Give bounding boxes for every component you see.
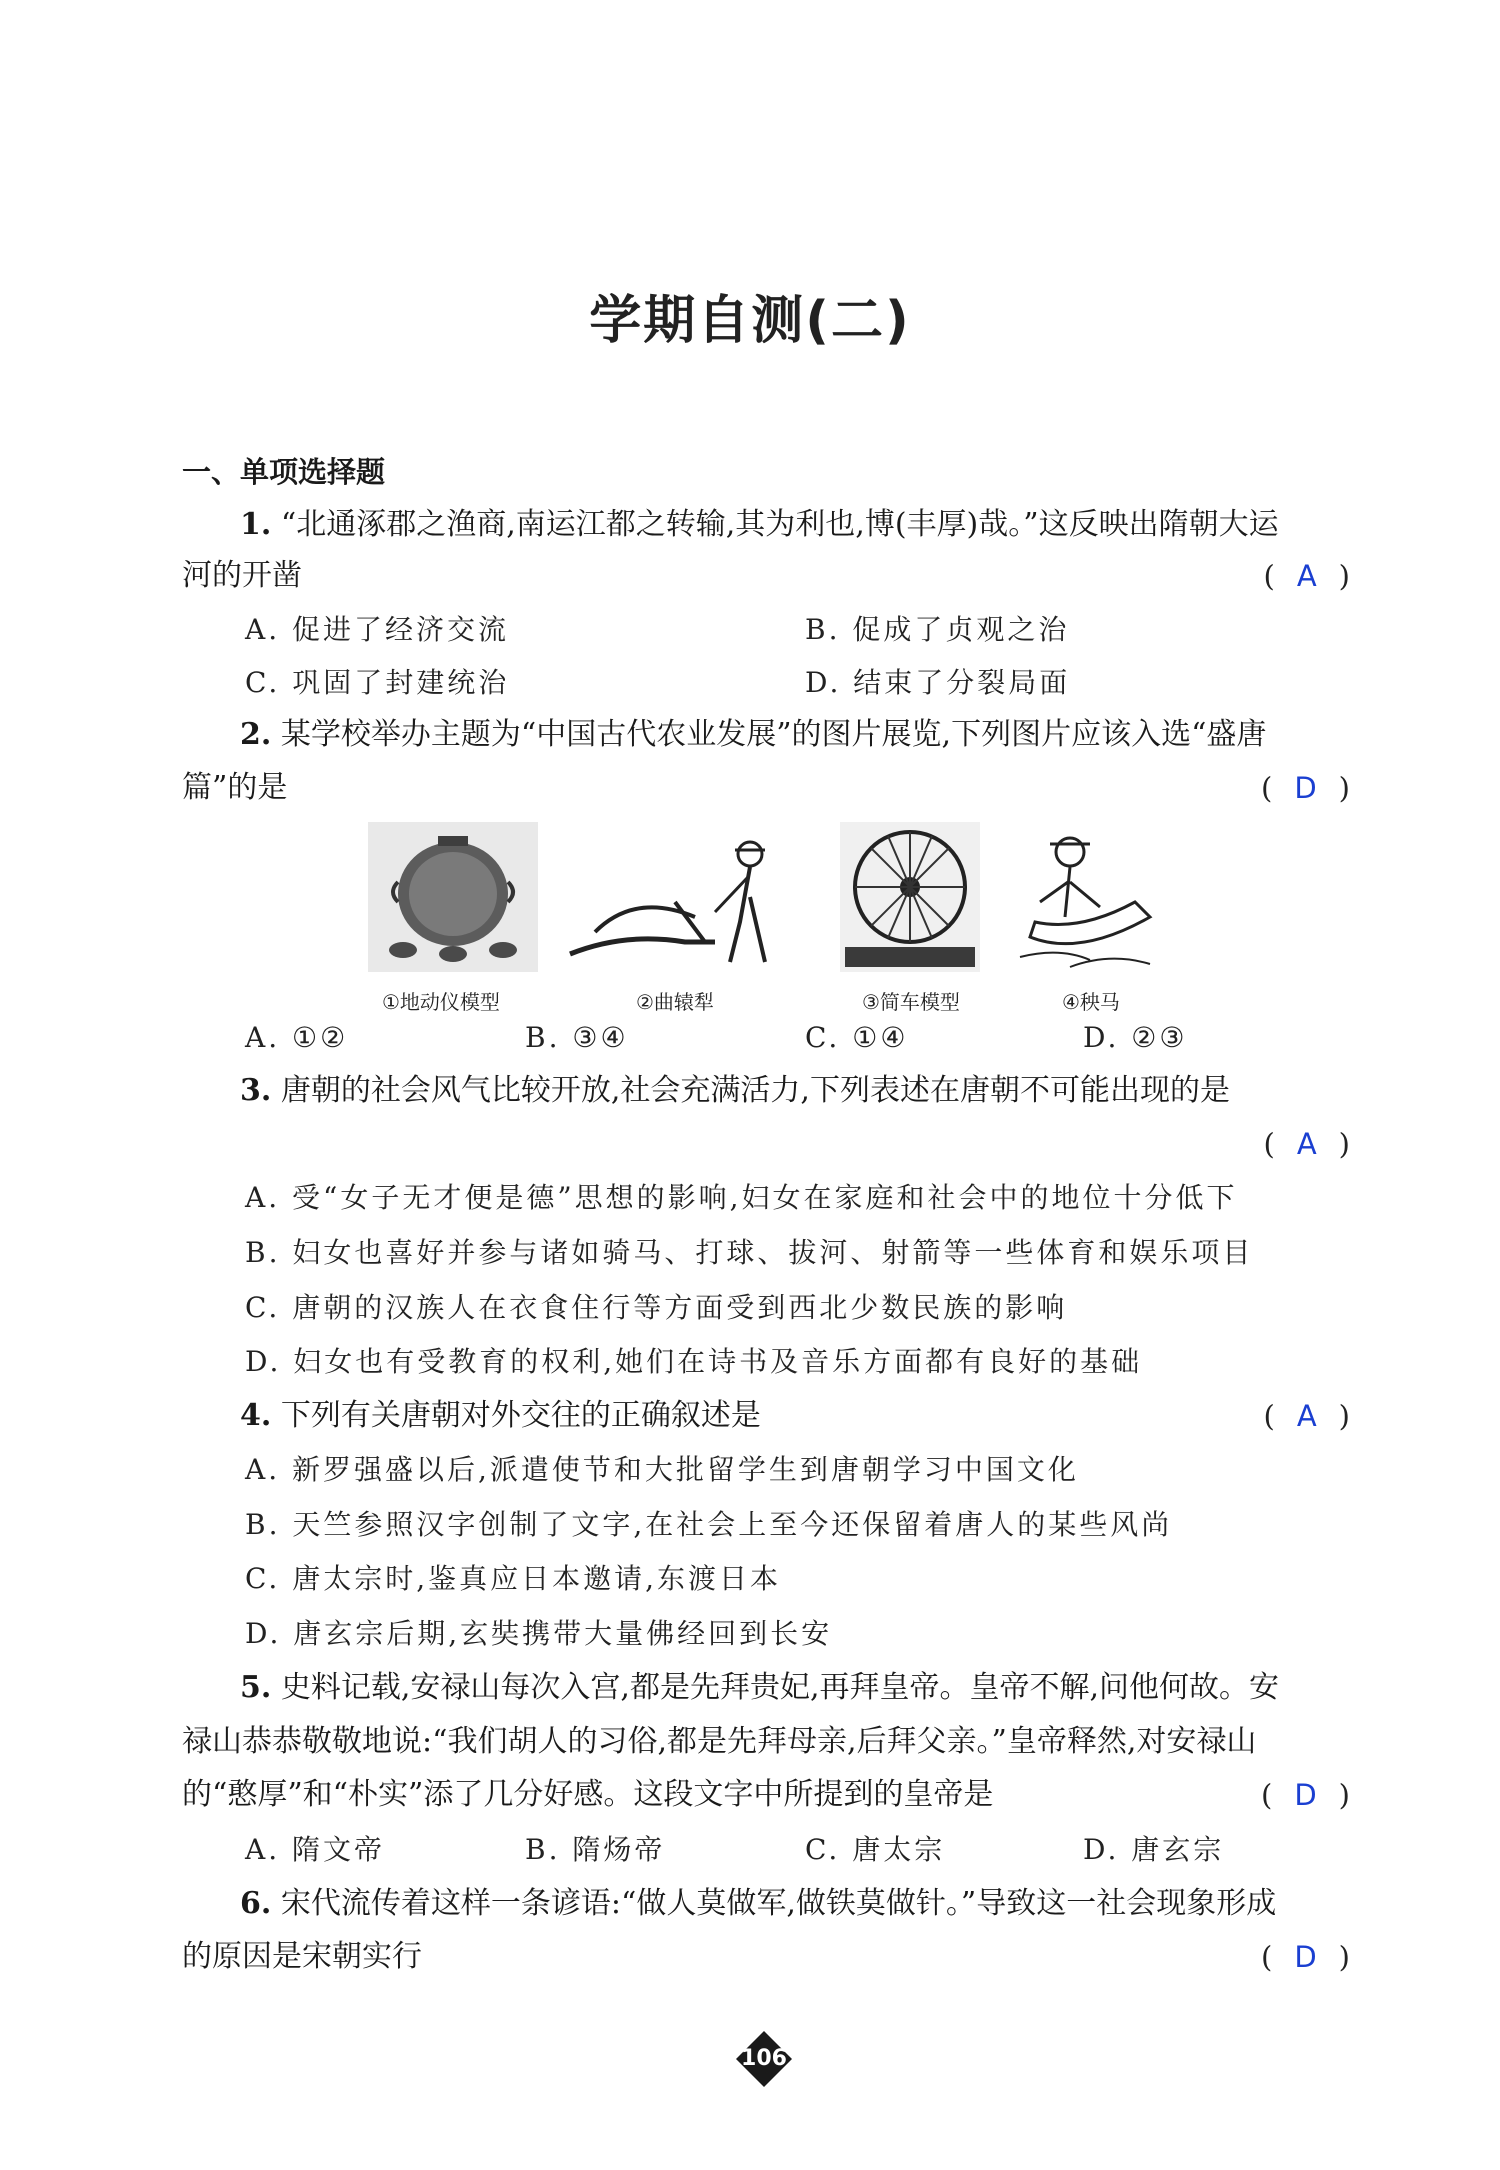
page-title: 学期自测(二) xyxy=(589,291,911,351)
q6-answer-value: D xyxy=(1294,1940,1317,1974)
page-number: 106 xyxy=(741,2046,787,2071)
q3-option-c: C. 唐朝的汉族人在衣食住行等方面受到西北少数民族的影响 xyxy=(245,1291,1068,1324)
q2-number: 2. xyxy=(240,717,272,752)
image-caption-1: ①地动仪模型 xyxy=(382,990,500,1014)
q5-line1 xyxy=(240,1668,1279,1708)
q4-answer: ( A ) xyxy=(1263,1399,1350,1433)
waterwheel-image xyxy=(840,822,980,972)
q6-text-2: 的原因是宋朝实行 xyxy=(182,1939,422,1974)
image-caption-3: ③简车模型 xyxy=(862,990,960,1014)
q1-number: 1. xyxy=(240,507,272,542)
q1-option-d: D. 结束了分裂局面 xyxy=(805,666,1071,699)
q3-option-a: A. 受“女子无才便是德”思想的影响,妇女在家庭和社会中的地位十分低下 xyxy=(245,1181,1238,1214)
q4-text-1: 下列有关唐朝对外交往的正确叙述是 xyxy=(280,1398,761,1433)
q4-number: 4. xyxy=(240,1398,272,1433)
q5-option-b: B. 隋炀帝 xyxy=(525,1833,666,1866)
q5-answer: ( D ) xyxy=(1261,1778,1350,1812)
q2-option-d: D. ②③ xyxy=(1083,1021,1188,1054)
q2-line1 xyxy=(240,715,1266,755)
q3-answer: ( A ) xyxy=(1263,1127,1350,1161)
q1-option-a: A. 促进了经济交流 xyxy=(245,613,510,646)
image-caption-2: ②曲辕犁 xyxy=(636,990,714,1014)
q2-option-a: A. ①② xyxy=(245,1021,349,1054)
q6-answer: ( D ) xyxy=(1261,1940,1350,1974)
q1-text-1: “北通涿郡之渔商,南运江都之转输,其为利也,博(丰厚)哉。”这反映出隋朝大运 xyxy=(280,507,1279,542)
q4-option-a: A. 新罗强盛以后,派遣使节和大批留学生到唐朝学习中国文化 xyxy=(245,1453,1079,1486)
q1-line1 xyxy=(240,505,1279,545)
q4-answer-value: A xyxy=(1296,1399,1317,1433)
seismograph-image xyxy=(368,822,538,972)
q3-number: 3. xyxy=(240,1073,272,1108)
q5-answer-value: D xyxy=(1294,1778,1317,1812)
q5-number: 5. xyxy=(240,1670,272,1705)
q3-line1 xyxy=(240,1071,1230,1111)
q3-option-b: B. 妇女也喜好并参与诸如骑马、打球、拔河、射箭等一些体育和娱乐项目 xyxy=(245,1236,1254,1269)
q2-option-b: B. ③④ xyxy=(525,1021,629,1054)
q4-option-c: C. 唐太宗时,鉴真应日本邀请,东渡日本 xyxy=(245,1562,782,1595)
q6-number: 6. xyxy=(240,1886,272,1921)
q5-text-3: 的“憨厚”和“朴实”添了几分好感。这段文字中所提到的皇帝是 xyxy=(182,1777,994,1812)
q1-text-2: 河的开凿 xyxy=(182,558,302,593)
q1-answer-value: A xyxy=(1296,559,1317,593)
q6-line1 xyxy=(240,1884,1276,1924)
curved-plough-image xyxy=(565,822,790,972)
q2-answer: ( D ) xyxy=(1261,771,1350,805)
image-caption-4: ④秧马 xyxy=(1062,990,1120,1014)
q1-answer: ( A ) xyxy=(1263,559,1350,593)
q5-text-1: 史料记载,安禄山每次入宫,都是先拜贵妃,再拜皇帝。皇帝不解,问他何故。安 xyxy=(280,1670,1280,1705)
q3-answer-value: A xyxy=(1296,1127,1317,1161)
q3-option-d: D. 妇女也有受教育的权利,她们在诗书及音乐方面都有良好的基础 xyxy=(245,1345,1143,1378)
q5-text-2: 禄山恭恭敬敬地说:“我们胡人的习俗,都是先拜母亲,后拜父亲。”皇帝释然,对安禄山 xyxy=(182,1724,1257,1759)
q2-text-2: 篇”的是 xyxy=(182,770,288,805)
q4-option-b: B. 天竺参照汉字创制了文字,在社会上至今还保留着唐人的某些风尚 xyxy=(245,1508,1173,1541)
section-title: 一、单项选择题 xyxy=(182,455,386,489)
q2-text-1: 某学校举办主题为“中国古代农业发展”的图片展览,下列图片应该入选“盛唐 xyxy=(280,717,1267,752)
q2-option-c: C. ①④ xyxy=(805,1021,909,1054)
q5-option-c: C. 唐太宗 xyxy=(805,1833,946,1866)
q4-line1 xyxy=(240,1396,761,1436)
q6-text-1: 宋代流传着这样一条谚语:“做人莫做军,做铁莫做针。”导致这一社会现象形成 xyxy=(280,1886,1277,1921)
q3-text-1: 唐朝的社会风气比较开放,社会充满活力,下列表述在唐朝不可能出现的是 xyxy=(280,1073,1230,1108)
q5-option-a: A. 隋文帝 xyxy=(245,1833,386,1866)
q5-option-d: D. 唐玄宗 xyxy=(1083,1833,1225,1866)
q1-option-c: C. 巩固了封建统治 xyxy=(245,666,510,699)
q1-option-b: B. 促成了贞观之治 xyxy=(805,613,1070,646)
q2-answer-value: D xyxy=(1294,771,1317,805)
q4-option-d: D. 唐玄宗后期,玄奘携带大量佛经回到长安 xyxy=(245,1617,833,1650)
rice-transplanter-image xyxy=(1010,822,1160,972)
